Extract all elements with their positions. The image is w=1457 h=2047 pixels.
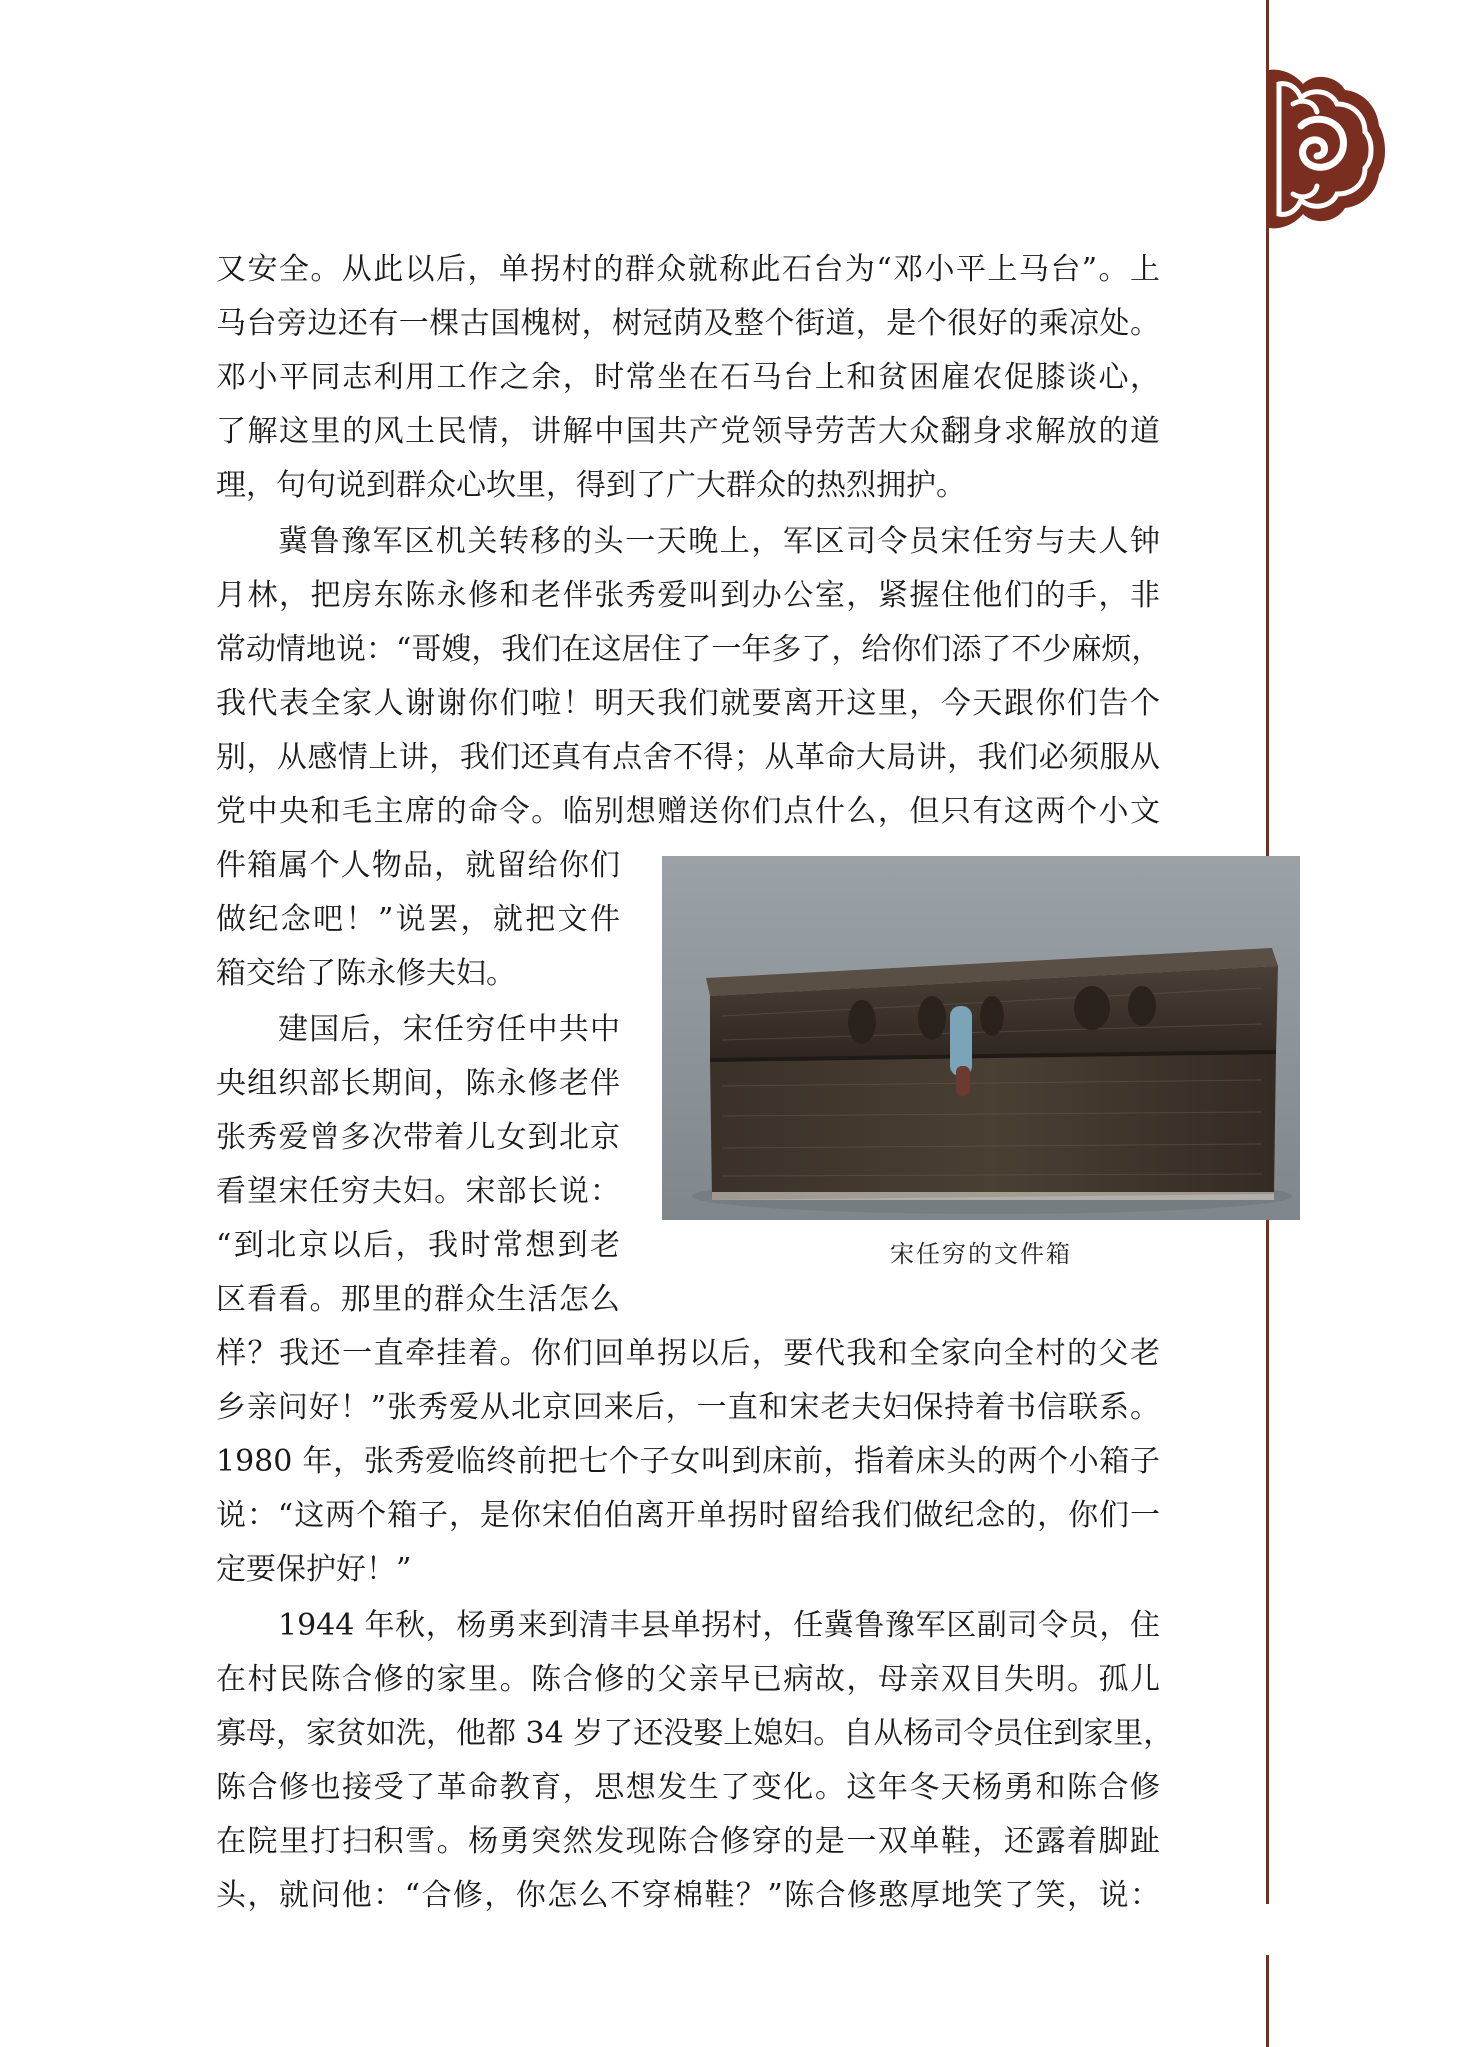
wooden-box-image bbox=[662, 856, 1300, 1220]
text-line: 1980 年，张秀爱临终前把七个子女叫到床前，指着床头的两个小箱子 bbox=[216, 1444, 1160, 1479]
text-line: 做纪念吧！”说罢，就把文件 bbox=[216, 902, 620, 937]
text-line: 头，就问他：“合修，你怎么不穿棉鞋？”陈合修憨厚地笑了笑，说： bbox=[216, 1878, 1160, 1913]
text-line: 看望宋任穷夫妇。宋部长说： bbox=[216, 1174, 620, 1209]
text-line: 了解这里的风土民情，讲解中国共产党领导劳苦大众翻身求解放的道 bbox=[216, 414, 1160, 449]
cloud-ornament-icon bbox=[1255, 64, 1385, 234]
paragraph-start: 冀鲁豫军区机关转移的头一天晚上，军区司令员宋任穷与夫人钟 bbox=[278, 524, 1160, 559]
text-line: 我代表全家人谢谢你们啦！明天我们就要离开这里，今天跟你们告个 bbox=[216, 686, 1160, 721]
figure-caption: 宋任穷的文件箱 bbox=[890, 1240, 1072, 1268]
text-line: “到北京以后，我时常想到老 bbox=[216, 1228, 620, 1263]
text-line: 张秀爱曾多次带着儿女到北京 bbox=[216, 1120, 620, 1155]
text-line: 央组织部长期间，陈永修老伴 bbox=[216, 1066, 620, 1101]
text-line: 寡母，家贫如洗，他都 34 岁了还没娶上媳妇。自从杨司令员住到家里， bbox=[216, 1716, 1174, 1751]
text-line: 在院里打扫积雪。杨勇突然发现陈合修穿的是一双单鞋，还露着脚趾 bbox=[216, 1824, 1160, 1859]
text-line: 在村民陈合修的家里。陈合修的父亲早已病故，母亲双目失明。孤儿 bbox=[216, 1662, 1160, 1697]
text-line: 定要保护好！” bbox=[216, 1552, 412, 1587]
text-line: 月林，把房东陈永修和老伴张秀爱叫到办公室，紧握住他们的手，非 bbox=[216, 578, 1160, 613]
text-line: 别，从感情上讲，我们还真有点舍不得；从革命大局讲，我们必须服从 bbox=[216, 740, 1160, 775]
text-line: 样？我还一直牵挂着。你们回单拐以后，要代我和全家向全村的父老 bbox=[216, 1336, 1160, 1371]
margin-rule-footer bbox=[1266, 1955, 1269, 2047]
document-box-photo bbox=[662, 856, 1300, 1220]
text-line: 乡亲问好！”张秀爱从北京回来后，一直和宋老夫妇保持着书信联系。 bbox=[216, 1390, 1160, 1425]
text-line: 常动情地说：“哥嫂，我们在这居住了一年多了，给你们添了不少麻烦， bbox=[216, 632, 1162, 667]
paragraph-start: 1944 年秋，杨勇来到清丰县单拐村，任冀鲁豫军区副司令员，住 bbox=[278, 1608, 1160, 1643]
text-line: 说：“这两个箱子，是你宋伯伯离开单拐时留给我们做纪念的，你们一 bbox=[216, 1498, 1160, 1533]
text-line: 理，句句说到群众心坎里，得到了广大群众的热烈拥护。 bbox=[216, 468, 966, 503]
text-line: 区看看。那里的群众生活怎么 bbox=[216, 1282, 620, 1317]
text-line: 党中央和毛主席的命令。临别想赠送你们点什么，但只有这两个小文 bbox=[216, 794, 1160, 829]
text-line: 马台旁边还有一棵古国槐树，树冠荫及整个街道，是个很好的乘凉处。 bbox=[216, 306, 1160, 341]
text-line: 邓小平同志利用工作之余，时常坐在石马台上和贫困雇农促膝谈心， bbox=[216, 360, 1160, 395]
text-line: 件箱属个人物品，就留给你们 bbox=[216, 848, 620, 883]
text-line: 又安全。从此以后，单拐村的群众就称此石台为“邓小平上马台”。上 bbox=[216, 252, 1160, 287]
text-line: 陈合修也接受了革命教育，思想发生了变化。这年冬天杨勇和陈合修 bbox=[216, 1770, 1160, 1805]
text-line: 箱交给了陈永修夫妇。 bbox=[216, 956, 516, 991]
paragraph-start: 建国后，宋任穷任中共中 bbox=[278, 1012, 620, 1047]
